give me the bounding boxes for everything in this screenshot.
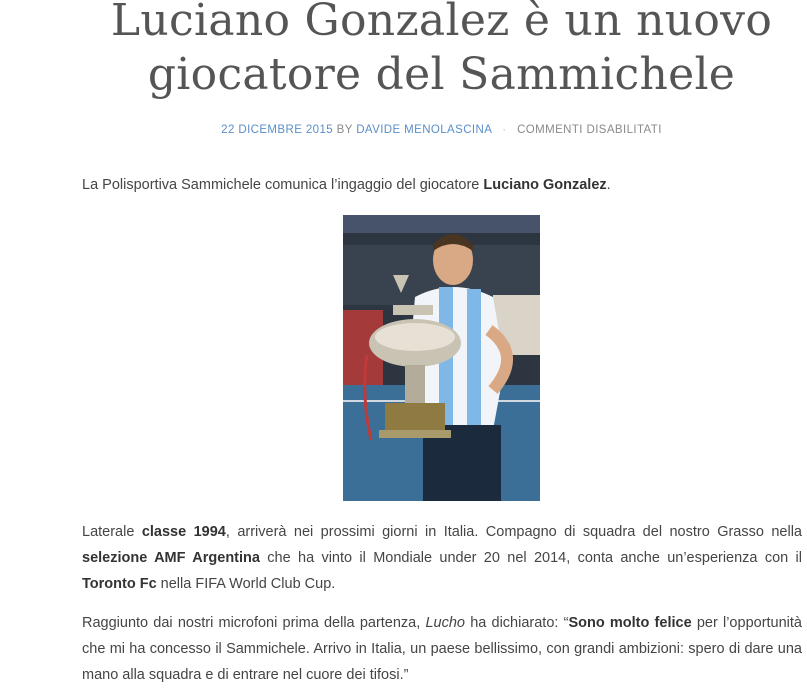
byline-by: BY [336,124,353,136]
shirt-stripe-2 [467,289,481,430]
player-name: Luciano Gonzalez [483,177,607,193]
paragraph-quote [82,610,802,688]
intro-end: . [606,177,611,193]
career-text-4: nella FIFA World Club Cup. [156,576,336,592]
career-text-2: , arriverà nei prossimi giorni in Italia. Compagno di squadra del nostro Grasso nella [225,524,802,540]
post-meta [0,124,807,136]
post-date-link[interactable]: 22 DICEMBRE 2015 [221,124,334,136]
trophy-stem [405,365,425,405]
quote-text-1: Raggiunto dai nostri microfoni prima della partenza, [82,615,426,631]
trophy-highlight [375,323,455,351]
quote-bold: Sono molto felice [568,615,692,631]
trophy-rim [393,305,433,315]
article-title: Luciano Gonzalez è un nuovo giocatore del Sammichele [110,0,773,100]
player-photo[interactable] [343,215,540,501]
quote-text-3: per l’opportunità che mi ha concesso il Sammichele. Arrivo in Italia, un paese bellissimo, con grandi ambizioni: spero di dare una mano alla squadra e di entrare nel cuore dei tifosi.” [82,615,802,683]
photo-ceiling [343,215,540,233]
quote-nickname: Lucho [425,615,465,631]
quote-text-2: ha dichiarato: “ [465,615,569,631]
trophy-base [385,403,445,433]
career-text-1: Laterale [82,524,142,540]
trophy-plinth [379,430,451,438]
comments-status: COMMENTI DISABILITATI [517,124,662,136]
career-bold-selection: selezione AMF Argentina [82,550,260,566]
career-bold-class: classe 1994 [141,524,226,540]
paragraph-career [82,519,802,597]
meta-separator: · [502,124,507,136]
photo-illustration [343,215,540,501]
career-text-3: che ha vinto il Mondiale under 20 nel 2014, conta anche un’esperienza con il [259,550,802,566]
career-bold-club: Toronto Fc [82,576,157,592]
author-link[interactable]: DAVIDE MENOLASCINA [356,124,492,136]
intro-paragraph [82,172,802,198]
intro-text: La Polisportiva Sammichele comunica l’ingaggio del giocatore [82,177,484,193]
